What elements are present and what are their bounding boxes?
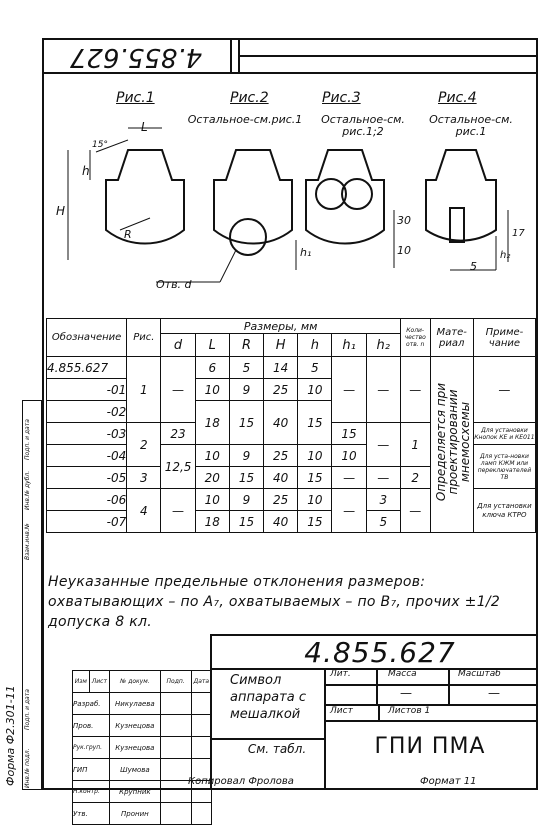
col-sizes: Размеры, мм	[161, 319, 400, 334]
fig4-slot	[450, 208, 464, 242]
cell-h: 15	[298, 511, 332, 533]
fig1-label: Рис.1	[116, 90, 155, 106]
sig-row	[73, 715, 212, 737]
dim-H: H	[56, 204, 66, 218]
cell-h: 10	[298, 379, 332, 401]
cell-note-dash: —	[473, 357, 535, 423]
cell-R: 15	[229, 467, 263, 489]
signature-table	[72, 670, 212, 825]
cell-H: 40	[264, 401, 298, 445]
fig2-hole	[230, 219, 266, 255]
cell-h1: 15	[332, 423, 366, 445]
material-vertical-text: Определяется при проектировании мнемосхемы	[433, 382, 472, 502]
dim-h2: h₂	[500, 250, 511, 261]
cell-designation: -05	[47, 467, 127, 489]
fig3-note: Остальное-см. рис.1;2	[321, 113, 405, 138]
dim-R: R	[124, 228, 132, 241]
sig-head: № докум.	[110, 671, 161, 693]
sig-name: Никулаева	[110, 693, 161, 715]
cell-h2-dash: —	[366, 423, 400, 467]
sig-head: Изм	[73, 671, 90, 693]
cell-designation: 4.855.627	[47, 357, 127, 379]
cell-L: 18	[195, 511, 229, 533]
cell-designation: -04	[47, 445, 127, 467]
cell-L: 10	[195, 445, 229, 467]
title-mass: Масса	[388, 669, 417, 679]
col-qty: Коли-чество отв. n	[400, 319, 430, 357]
cell-qty-dash: —	[400, 489, 430, 533]
left-stamp-label-5: Подп. и дата	[24, 419, 31, 460]
cell-h: 5	[298, 357, 332, 379]
title-sheets: Листов 1	[388, 706, 431, 716]
cell-H: 14	[264, 357, 298, 379]
col-material: Мате-риал	[430, 319, 473, 357]
cell-H: 40	[264, 467, 298, 489]
cell-h1-dash: —	[332, 467, 366, 489]
left-stamp-label-1: Инв.№ подл.	[24, 748, 31, 788]
dim-17: 17	[512, 228, 525, 239]
dim-10: 10	[397, 244, 411, 257]
cell-d: 23	[161, 423, 195, 445]
cell-designation: -03	[47, 423, 127, 445]
fig2-shape	[214, 150, 292, 244]
table-row	[47, 357, 536, 379]
fig2-label: Рис.2	[230, 90, 269, 106]
cell-R: 15	[229, 511, 263, 533]
cell-fig4: 4	[127, 489, 161, 533]
cell-qty: 1	[400, 423, 430, 467]
cell-fig2: 2	[127, 423, 161, 467]
forma-label: Форма Ф2.301-11	[4, 685, 17, 786]
cell-H: 25	[264, 379, 298, 401]
sig-role: Рук.груп.	[73, 737, 110, 759]
fig1-shape	[106, 150, 184, 244]
cell-note: Для установки ключа КТРО	[473, 489, 535, 533]
title-lit: Лит.	[330, 669, 351, 679]
sig-head: Лист	[89, 671, 109, 693]
cell-d: 12,5	[161, 445, 195, 489]
fig4-shape	[426, 150, 496, 241]
fig2-note: Остальное-см.рис.1	[187, 113, 303, 126]
title-material: См. табл.	[247, 742, 307, 756]
cell-R: 9	[229, 489, 263, 511]
title-org: ГПИ ПМА	[374, 734, 486, 759]
cell-h2-dash: —	[366, 357, 400, 423]
left-stamp-label-3: Взам.инв.№	[24, 523, 31, 560]
cell-d-dash: —	[161, 357, 195, 423]
col-h2: h₂	[366, 334, 400, 357]
sig-head: Дата	[191, 671, 211, 693]
cell-h2: 3	[366, 489, 400, 511]
cell-note: Для установки Кнопок КЕ и КЕ011	[473, 423, 535, 445]
cell-designation: -06	[47, 489, 127, 511]
tolerance-note: Неуказанные предельные отклонения размеров: охватывающих – по A₇, охватываемых – по B₇, прочих ±1/2 допуска 8 кл.	[48, 574, 501, 630]
fig4-label: Рис.4	[438, 90, 477, 106]
cell-note: Для уста-новки ламп КЖМ или переключателей ТВ	[473, 445, 535, 489]
col-note: Приме-чание	[473, 319, 535, 357]
sig-row	[73, 737, 212, 759]
sig-head: Подп.	[160, 671, 191, 693]
title-code: 4.855.627	[304, 636, 456, 669]
cell-material	[430, 357, 473, 533]
sig-name: Кузнецова	[110, 737, 161, 759]
cell-h1-dash: —	[332, 489, 366, 533]
doc-number-rotated: 4.855.627	[69, 42, 203, 72]
cell-d-dash: —	[161, 489, 195, 533]
cell-fig1: 1	[127, 357, 161, 423]
cell-designation: -02	[47, 401, 127, 423]
cell-R: 9	[229, 445, 263, 467]
cell-L: 10	[195, 489, 229, 511]
sig-role: Пров.	[73, 715, 110, 737]
sig-name: Крупник	[110, 781, 161, 803]
cell-h: 15	[298, 467, 332, 489]
sig-row	[73, 759, 212, 781]
dim-angle: 15°	[92, 140, 108, 150]
fig4-note: Остальное-см. рис.1	[429, 113, 513, 138]
sizes-table	[46, 318, 536, 533]
sig-role: ГИП	[73, 759, 110, 781]
dim-hole: Отв. d	[156, 278, 192, 291]
cell-h: 15	[298, 401, 332, 445]
cell-designation: -07	[47, 511, 127, 533]
sig-name: Пронин	[110, 803, 161, 825]
cell-R: 5	[229, 357, 263, 379]
sig-role: Разраб.	[73, 693, 110, 715]
col-designation: Обозначение	[47, 319, 127, 357]
table-header-row	[47, 319, 536, 334]
cell-H: 25	[264, 445, 298, 467]
col-fig: Рис.	[127, 319, 161, 357]
dim-L: L	[141, 120, 148, 134]
col-d: d	[161, 334, 195, 357]
title-scale: Масштаб	[458, 669, 501, 679]
cell-h1-dash: —	[332, 357, 366, 423]
col-L: L	[195, 334, 229, 357]
title-scale-value: —	[488, 686, 500, 700]
cell-L: 10	[195, 379, 229, 401]
cell-R: 9	[229, 379, 263, 401]
dim-h1: h₁	[300, 246, 312, 259]
dim-30: 30	[397, 214, 411, 227]
cell-h1: 10	[332, 445, 366, 467]
fig3-label: Рис.3	[322, 90, 361, 106]
cell-qty-dash: —	[400, 357, 430, 423]
left-stamp-label-2: Подп. и дата	[24, 689, 31, 730]
cell-h: 10	[298, 445, 332, 467]
cell-h2: 5	[366, 511, 400, 533]
sig-row	[73, 693, 212, 715]
title-name: Символ аппарата с мешалкой	[230, 673, 306, 722]
title-lit-value: —	[400, 686, 412, 700]
sig-role: Утв.	[73, 803, 110, 825]
cell-H: 25	[264, 489, 298, 511]
cell-H: 40	[264, 511, 298, 533]
cell-qty: 2	[400, 467, 430, 489]
sig-name: Шумова	[110, 759, 161, 781]
sig-header-row	[73, 671, 212, 693]
cell-R: 15	[229, 401, 263, 445]
cell-fig3: 3	[127, 467, 161, 489]
sig-role: Н.контр.	[73, 781, 110, 803]
cell-h: 10	[298, 489, 332, 511]
cell-L: 20	[195, 467, 229, 489]
title-format: Формат 11	[420, 776, 477, 787]
sig-row	[73, 803, 212, 825]
cell-L: 18	[195, 401, 229, 445]
dim-5: 5	[470, 260, 477, 273]
cell-designation: -01	[47, 379, 127, 401]
col-H: H	[264, 334, 298, 357]
left-stamp-label-4: Инв.№ дубл.	[24, 470, 31, 510]
sig-row	[73, 781, 212, 803]
sig-name: Кузнецова	[110, 715, 161, 737]
col-h1: h₁	[332, 334, 366, 357]
cell-h2-dash: —	[366, 467, 400, 489]
col-R: R	[229, 334, 263, 357]
dim-h: h	[82, 164, 90, 178]
title-copied: Копировал Фролова	[188, 776, 294, 787]
title-sheet: Лист	[330, 706, 353, 716]
col-h: h	[298, 334, 332, 357]
cell-L: 6	[195, 357, 229, 379]
